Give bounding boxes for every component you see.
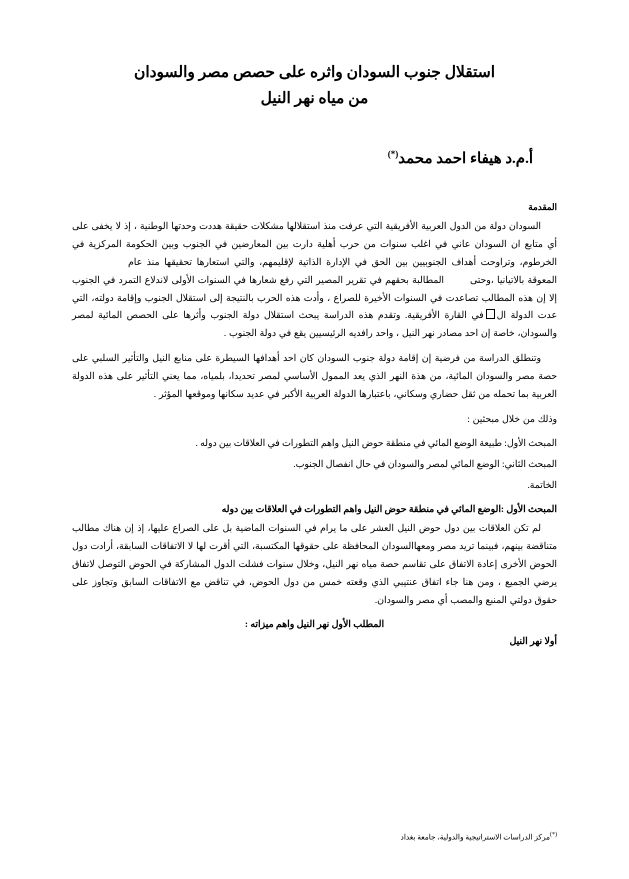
paragraph-1-text: السودان دولة من الدول العربية الأفريقية التي عرفت منذ استقلالها مشكلات حقيقة هددت وحدتها الوطنية ، إذ لا يخفى على أي متابع ان السودان عاني في اغلب سنوات من حرب أهلية دارت بين المعارضين في الجنوب وبين الحكومة المركزية في الخرطوم، وتراوحت أهداف الجنوبيين بين الحق في الإدارة الذاتية لإقليمهم، والتي استعارها تحقيقها منذ عام	[72, 222, 557, 268]
list-item: المبحث الأول: طبيعة الوضع المائي في منطقة حوض النيل واهم التطورات في العلاقات بين دوله .	[195, 439, 557, 450]
list-item: الخاتمة.	[527, 480, 557, 491]
footnote-marker: (*)	[550, 832, 557, 839]
author-line	[72, 149, 557, 168]
paragraph-2-text: المعوقة بالاتيانيا ،وحتى	[469, 275, 557, 286]
box-glyph-icon	[486, 309, 495, 319]
author-name: أ.م.د هيفاء احمد محمد	[398, 151, 533, 168]
intro-label: المقدمة	[528, 202, 557, 213]
author-footnote-marker: (*)	[387, 149, 399, 160]
section-one-heading: المبحث الأول :الوضع المائي في منطقة حوض النيل واهم التطورات في العلاقات بين دوله	[221, 505, 557, 516]
page-title: استقلال جنوب السودان واثره على حصص مصر والسودان من مياه نهر النيل	[133, 64, 496, 107]
footnote	[72, 831, 557, 843]
list-item: المبحث الثاني: الوضع المائي لمصر والسودان في حال انفصال الجنوب.	[293, 460, 557, 471]
paragraph-5: وتنطلق الدراسة من فرضية إن إقامة دولة جنوب السودان كان احد أهدافها السيطرة على منابع النيل والتأثير السلبي على حصة مصر والسودان المائية، من هذة النهر الذي يعد الممول الأساسي لمصر تحديدا، بلمياه، مما يعني التأثير على هذه الدولة العربية بما تحمله من ثقل حضاري وسكاني، باعتبارها الدولة العربية الأكبر في عديد سكانها وموقعها المؤثر .	[72, 354, 557, 400]
footnote-area	[72, 831, 557, 843]
section-one-body: لم تكن العلاقات بين دول حوض النيل العشر على ما يرام في السنوات الماضية بل على الصراع عليها، إذ إن هناك مطالب متناقضة بينهم، فبينما تريد مصر ومعهاالسودان المحافظة على حقوقها المكتسبة، التي أقرت لها لا الاتفاقات السابقة، أرادت دول الحوض الأخرى إعادة الاتفاق على تقاسم حصة مياه نهر النيل، وخلال سنوات فشلت الدول المشاركة في الحوض التوصل لاتفاق يرضي الجميع ، ومن هنا جاء اتفاق عنتيبي الذي وقعته خمس من دول الحوض، في تناقض مع الاتفاقات السابق وتجاوز على حقوق دولتي المنبع والمصب أي مصر والسودان.	[72, 524, 557, 606]
paragraph-4-text: في القارة الأفريقية. وتقدم هذه الدراسة يبحث استقلال دولة الجنوب وأثرها على الحصص المائية لمصر والسودان، خاصة إن احد مصادر نهر النيل ، واحد رافديه الرئيسيين يقع في دولة الجنوب .	[72, 311, 557, 340]
paragraph-3-text: المطالبة بحقهم في تقرير المصير التي رفع شعارها في السنوات الأولى لاندلاع التمرد في الجنوب إلا إن هذه المطالب تصاعدت في السنوات الأخيرة للصراع ، وأدت هذه الحرب بالنتيجة إلى استقلال الجنوب وإقامة دولته، التي عدت الدولة ال	[72, 275, 557, 322]
requirement-heading: المطلب الأول نهر النيل واهم ميزاته :	[244, 619, 385, 630]
paragraph-6: وذلك من خلال مبحثين :	[467, 414, 557, 425]
first-subheading: أولا نهر النيل	[509, 636, 557, 647]
footnote-text: مركز الدراسات الاستراتيجية والدولية، جامعة بغداد	[400, 832, 550, 842]
paragraph-1	[72, 219, 557, 344]
